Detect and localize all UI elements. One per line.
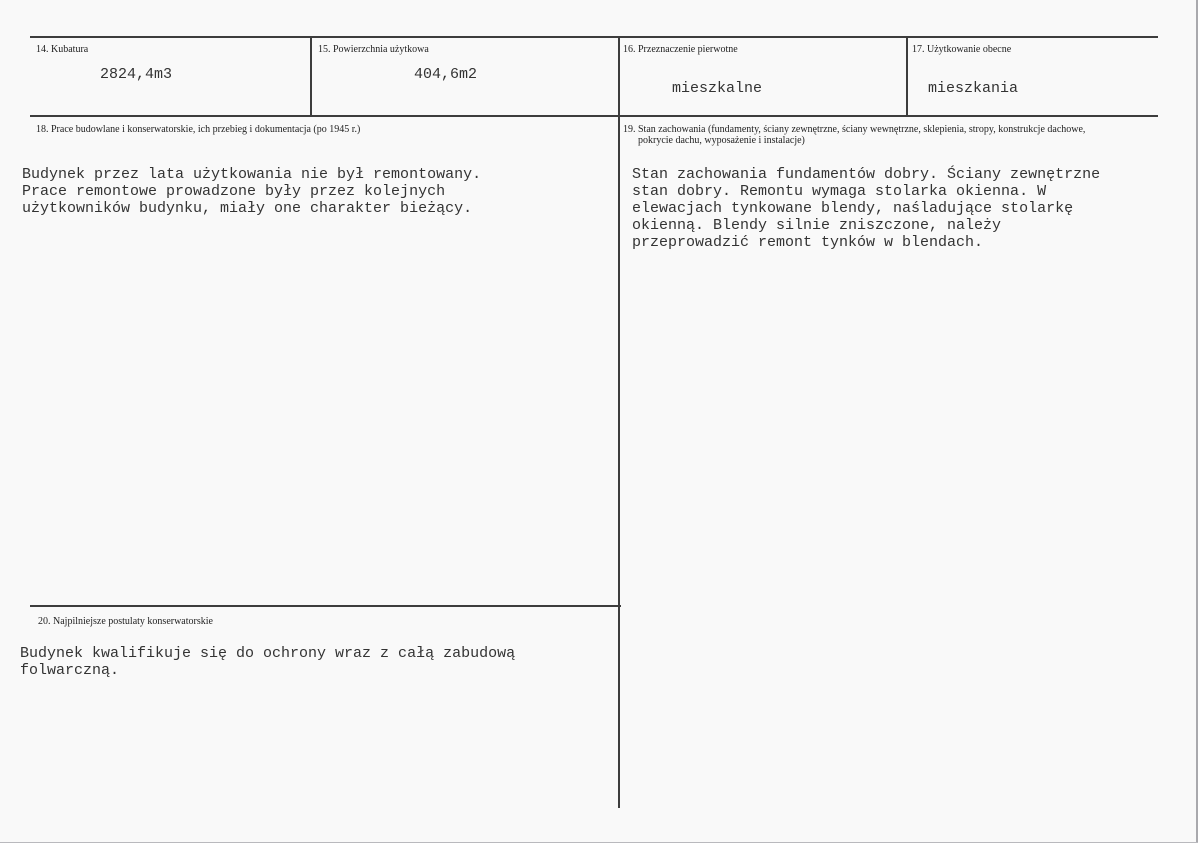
field-18-text: Budynek przez lata użytkowania nie był remontowany. Prace remontowe prowadzone były przez kolejnych użytkowników budynku, miały one charakter bieżący. [22, 166, 482, 217]
section-20-divider-line [30, 605, 621, 607]
field-16-label: 16. Przeznaczenie pierwotne [623, 44, 738, 55]
field-17-label: 17. Użytkowanie obecne [912, 44, 1012, 55]
column-divider-main [618, 36, 620, 808]
field-15-label: 15. Powierzchnia użytkowa [318, 44, 429, 55]
field-14-value: 2824,4m3 [100, 66, 173, 83]
row-divider-line [30, 115, 1158, 117]
field-14-label: 14. Kubatura [36, 44, 89, 55]
field-15-value: 404,6m2 [414, 66, 478, 83]
field-16-value: mieszkalne [672, 80, 763, 97]
field-19-text: Stan zachowania fundamentów dobry. Ściany zewnętrzne stan dobry. Remontu wymaga stolarka okienna. W elewacjach tynkowane blendy, naśladujące stolarkę okienną. Blendy silnie zniszczone, należy przeprowadzić remont tynków w blendach. [632, 166, 1101, 251]
column-divider-14-15 [310, 36, 312, 117]
top-border-line [30, 36, 1158, 38]
field-17-value: mieszkania [928, 80, 1019, 97]
field-19-label-line1: 19. Stan zachowania (fundamenty, ściany zewnętrzne, ściany wewnętrzne, sklepienia, stropy, konstrukcje dachowe, [623, 124, 1086, 135]
field-18-label: 18. Prace budowlane i konserwatorskie, ich przebieg i dokumentacja (po 1945 r.) [36, 124, 361, 135]
field-20-label: 20. Najpilniejsze postulaty konserwatorskie [38, 616, 213, 627]
field-20-text: Budynek kwalifikuje się do ochrony wraz z całą zabudową folwarczną. [20, 645, 516, 679]
column-divider-16-17 [906, 36, 908, 117]
field-19-label-line2: pokrycie dachu, wyposażenie i instalacje) [638, 135, 805, 146]
